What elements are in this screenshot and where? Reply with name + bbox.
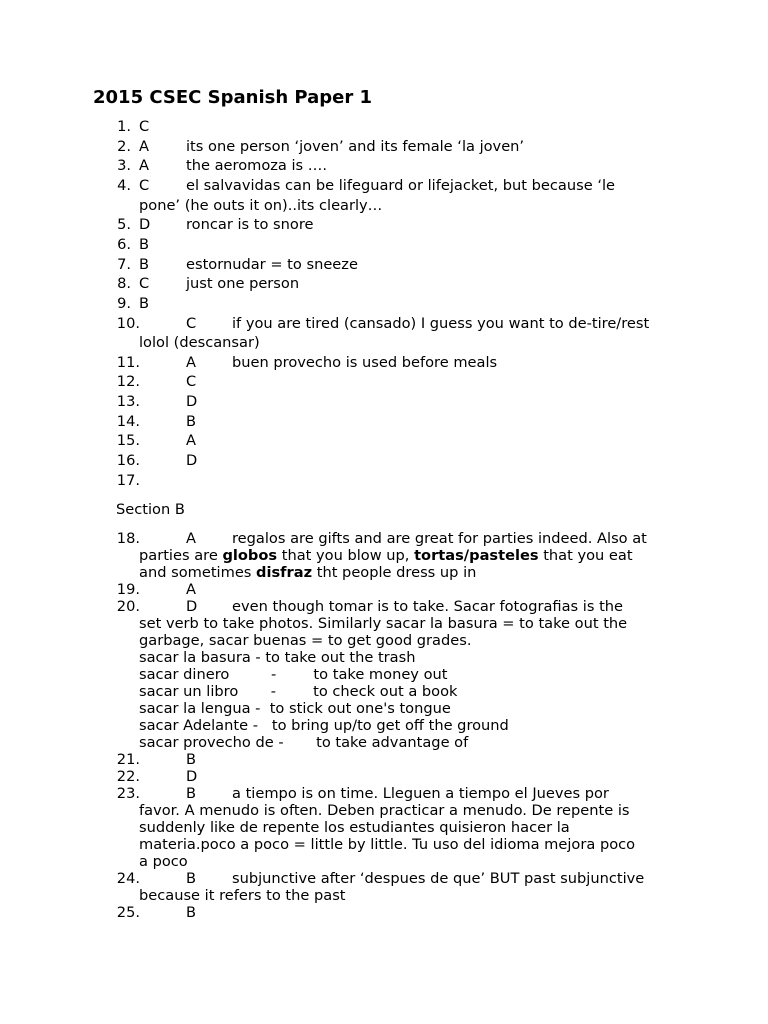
question-number: 16. xyxy=(116,452,140,470)
question-number: 21. xyxy=(116,751,140,768)
question-number: 24. xyxy=(116,870,140,887)
answer-letter: D xyxy=(186,768,198,785)
answer-letter: B xyxy=(139,255,150,273)
answer-letter: A xyxy=(186,581,196,598)
answer-letter: D xyxy=(186,598,198,615)
question-number: 5. xyxy=(117,216,131,234)
question-number: 14. xyxy=(116,412,140,430)
answer-letter: B xyxy=(186,904,197,921)
answer-note: sacar dinero - to take money out xyxy=(139,666,448,683)
answer-note: regalos are gifts and are great for parties indeed. Also at xyxy=(232,530,647,547)
answer-letter: B xyxy=(186,870,197,887)
question-number: 6. xyxy=(117,235,131,253)
answer-letter: B xyxy=(139,235,150,253)
answer-letter: A xyxy=(186,432,196,450)
emphasis-term: disfraz xyxy=(256,564,313,581)
answer-letter: D xyxy=(186,452,198,470)
answer-letter: D xyxy=(186,393,198,411)
answer-note: estornudar = to sneeze xyxy=(186,255,358,273)
answer-note: buen provecho is used before meals xyxy=(232,353,498,371)
note-text: and sometimes xyxy=(139,564,257,581)
question-number: 22. xyxy=(116,768,140,785)
answer-letter: D xyxy=(139,216,151,234)
emphasis-term: globos xyxy=(222,547,278,564)
answer-note: because it refers to the past xyxy=(139,887,346,904)
question-number: 15. xyxy=(116,432,140,450)
question-number: 7. xyxy=(117,255,131,273)
answer-letter: B xyxy=(139,294,150,312)
question-number: 4. xyxy=(117,176,131,194)
emphasis-term: tortas/pasteles xyxy=(414,547,539,564)
question-number: 1. xyxy=(117,118,131,135)
answer-letter: C xyxy=(139,176,150,194)
answer-note: set verb to take photos. Similarly sacar la basura = to take out the xyxy=(139,615,628,632)
answer-note: sacar Adelante - to bring up/to get off the ground xyxy=(139,717,509,734)
question-number: 12. xyxy=(116,373,140,391)
answer-note: roncar is to snore xyxy=(186,216,314,234)
question-number: 25. xyxy=(116,904,140,921)
question-number: 20. xyxy=(116,598,140,615)
answer-letter: B xyxy=(186,785,197,802)
answer-letter: C xyxy=(186,314,197,332)
answer-letter: B xyxy=(186,412,197,430)
section-b-heading: Section B xyxy=(116,501,185,518)
question-number: 9. xyxy=(117,294,131,312)
answer-note: sacar un libro - to check out a book xyxy=(139,683,458,700)
answer-note: materia.poco a poco = little by little. Tu uso del idioma mejora poco xyxy=(139,836,636,853)
answer-note: subjunctive after ‘despues de que’ BUT past subjunctive xyxy=(232,870,645,887)
question-number: 13. xyxy=(116,393,140,411)
answer-note: even though tomar is to take. Sacar fotografias is the xyxy=(232,598,624,615)
answer-note: favor. A menudo is often. Deben practicar a menudo. De repente is xyxy=(139,802,630,819)
question-number: 11. xyxy=(116,353,140,371)
note-text: parties are xyxy=(139,547,223,564)
answer-letter: A xyxy=(139,137,149,155)
answer-letter: B xyxy=(186,751,197,768)
answer-note: if you are tired (cansado) I guess you want to de-tire/rest xyxy=(232,314,650,332)
answer-note: its one person ‘joven’ and its female ‘la joven’ xyxy=(186,137,525,155)
answer-note xyxy=(139,564,476,582)
answer-letter: A xyxy=(139,157,149,175)
note-text: tht people dress up in xyxy=(312,564,477,581)
answer-note: pone’ (he outs it on)..its clearly… xyxy=(139,196,383,214)
question-number: 18. xyxy=(116,530,140,547)
answer-letter: A xyxy=(186,530,196,547)
answer-letter: C xyxy=(139,118,150,135)
answer-letter: A xyxy=(186,353,196,371)
question-number: 2. xyxy=(117,137,131,155)
answer-note: el salvavidas can be lifeguard or lifejacket, but because ‘le xyxy=(186,176,616,194)
answer-note: just one person xyxy=(186,275,300,293)
answer-note: sacar la lengua - to stick out one's tongue xyxy=(139,700,451,717)
answer-note: suddenly like de repente los estudiantes quisieron hacer la xyxy=(139,819,570,836)
answer-note: a poco xyxy=(139,853,188,870)
question-number: 3. xyxy=(117,157,131,175)
question-number: 19. xyxy=(116,581,140,598)
page-title: 2015 CSEC Spanish Paper 1 xyxy=(93,87,373,108)
note-text: that you eat xyxy=(538,547,633,564)
note-text: that you blow up, xyxy=(277,547,415,564)
question-number: 17. xyxy=(116,471,140,489)
answer-note: sacar la basura - to take out the trash xyxy=(139,649,416,666)
answer-letter: C xyxy=(139,275,150,293)
answer-letter: C xyxy=(186,373,197,391)
answer-note: a tiempo is on time. Lleguen a tiempo el Jueves por xyxy=(232,785,609,802)
question-number: 23. xyxy=(116,785,140,802)
question-number: 10. xyxy=(116,314,140,332)
answer-note: garbage, sacar buenas = to get good grades. xyxy=(139,632,472,649)
answer-note xyxy=(139,547,633,565)
answer-note: the aeromoza is …. xyxy=(186,157,328,175)
answer-note: lolol (descansar) xyxy=(139,334,260,352)
answer-note: sacar provecho de - to take advantage of xyxy=(139,734,469,751)
question-number: 8. xyxy=(117,275,131,293)
